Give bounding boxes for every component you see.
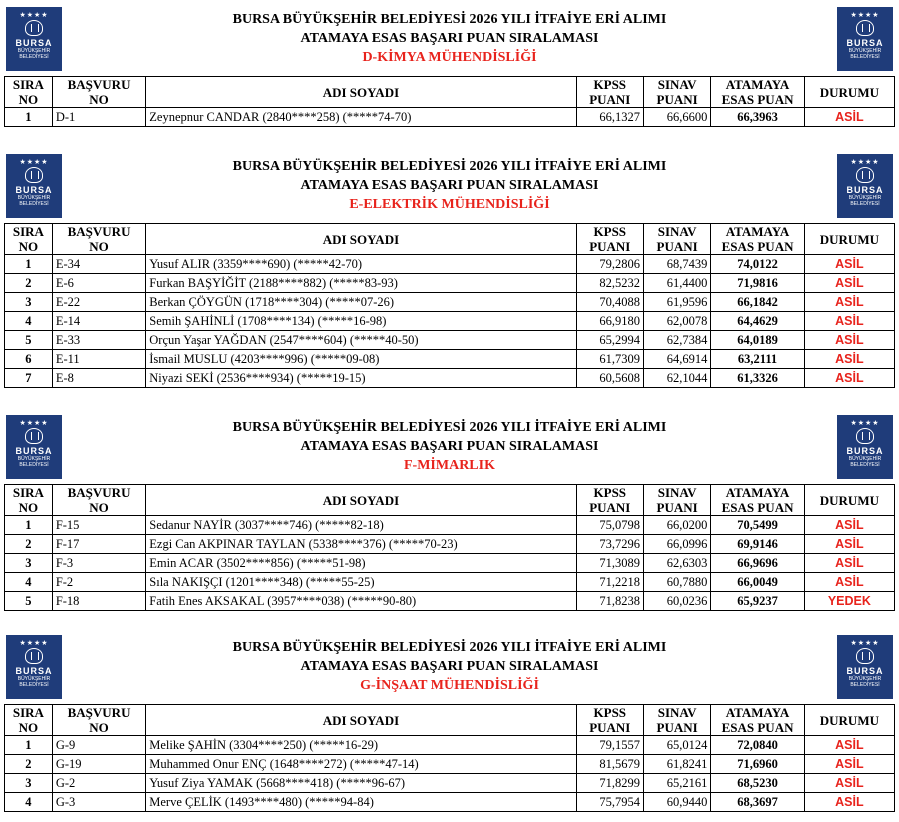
exam-score: 62,0078 [643,312,710,331]
col-header-status [804,77,894,108]
logo-text: BELEDİYESİ [19,682,49,688]
col-header-atama [711,485,804,516]
kpss-score: 71,8299 [576,774,643,793]
col-header-text: NO [89,720,109,735]
application-number: G-2 [52,774,145,793]
logo-text: BELEDİYESİ [19,201,49,207]
candidate-name: Berkan ÇÖYGÜN (1718****304) (*****07-26) [146,293,576,312]
kpss-score: 75,0798 [576,516,643,535]
application-number: F-18 [52,592,145,611]
department-title: F-MİMARLIK [404,458,495,473]
col-header-text: PUANI [656,720,698,735]
application-number: E-6 [52,274,145,293]
table-row [5,108,895,127]
logo-text: BÜYÜKŞEHİR [17,456,51,462]
col-header-sinav [643,485,710,516]
final-score: 71,9816 [711,274,804,293]
title-line-2: ATAMAYA ESAS BAŞARI PUAN SIRALAMASI [300,659,599,674]
application-number: D-1 [52,108,145,127]
emblem-icon [856,20,874,36]
col-header-text: DURUMU [819,84,879,100]
table-row [5,350,895,369]
department-title: G-İNŞAAT MÜHENDİSLİĞİ [360,678,539,693]
table-row [5,274,895,293]
col-header-text: NO [89,500,109,515]
title-line-2: ATAMAYA ESAS BAŞARI PUAN SIRALAMASI [300,439,599,454]
col-header-kpss [576,705,643,736]
col-header-text: NO [18,500,39,515]
table-row [5,755,895,774]
candidate-name: Sedanur NAYİR (3037****746) (*****82-18) [146,516,576,535]
candidate-name: Muhammed Onur ENÇ (1648****272) (*****47-14) [146,755,576,774]
col-header-text: BAŞVURU [67,224,131,239]
application-number: E-8 [52,369,145,388]
kpss-score: 79,1557 [576,736,643,755]
row-number: 2 [5,535,53,554]
col-header-basvuru [52,224,145,255]
col-header-text: SINAV [657,705,697,720]
application-number: G-9 [52,736,145,755]
department-title: E-ELEKTRİK MÜHENDİSLİĞİ [349,197,550,212]
section-header [4,151,895,223]
bursa-logo [837,7,893,71]
col-header-name [146,485,576,516]
ranking-table [4,484,895,611]
col-header-sinav [643,224,710,255]
kpss-score: 60,5608 [576,369,643,388]
logo-text: BÜYÜKŞEHİR [17,195,51,201]
col-header-text: ESAS PUAN [721,500,794,515]
status-badge: ASİL [804,255,894,274]
emblem-icon [856,167,874,183]
row-number: 4 [5,312,53,331]
col-header-text: ESAS PUAN [721,239,794,254]
col-header-text: KPSS [593,77,627,92]
col-header-text: DURUMU [819,712,879,728]
kpss-score: 65,2994 [576,331,643,350]
final-score: 68,3697 [711,793,804,812]
candidate-name: Ezgi Can AKPINAR TAYLAN (5338****376) (*****70-23) [146,535,576,554]
exam-score: 62,1044 [643,369,710,388]
bursa-logo [837,415,893,479]
col-header-text: NO [89,92,109,107]
table-header-row [5,485,895,516]
exam-score: 62,7384 [643,331,710,350]
col-header-text: ATAMAYA [725,77,790,92]
col-header-text: ATAMAYA [725,485,790,500]
row-number: 5 [5,331,53,350]
application-number: G-19 [52,755,145,774]
emblem-icon [856,648,874,664]
col-header-name [146,705,576,736]
table-row [5,255,895,274]
final-score: 71,6960 [711,755,804,774]
status-badge: YEDEK [804,592,894,611]
col-header-sira [5,485,53,516]
emblem-icon [25,20,43,36]
emblem-icon [856,428,874,444]
table-header-row [5,77,895,108]
row-number: 6 [5,350,53,369]
application-number: F-15 [52,516,145,535]
logo-text: BELEDİYESİ [850,54,880,60]
final-score: 74,0122 [711,255,804,274]
kpss-score: 66,1327 [576,108,643,127]
star-icon: ★★★★ [850,158,880,166]
logo-text: BURSA [15,446,53,456]
col-header-text: PUANI [656,92,698,107]
logo-text: BURSA [15,38,53,48]
final-score: 70,5499 [711,516,804,535]
kpss-score: 70,4088 [576,293,643,312]
kpss-score: 71,2218 [576,573,643,592]
exam-score: 60,7880 [643,573,710,592]
logo-text: BURSA [15,666,53,676]
logo-text: BELEDİYESİ [850,682,880,688]
logo-text: BURSA [846,38,884,48]
section-header [4,632,895,704]
col-header-basvuru [52,77,145,108]
col-header-name [146,77,576,108]
bursa-logo [837,635,893,699]
star-icon: ★★★★ [19,11,49,19]
candidate-name: Niyazi SEKİ (2536****934) (*****19-15) [146,369,576,388]
table-row [5,369,895,388]
status-badge: ASİL [804,535,894,554]
kpss-score: 71,3089 [576,554,643,573]
title-line-2: ATAMAYA ESAS BAŞARI PUAN SIRALAMASI [300,31,599,46]
ranking-section [4,4,895,127]
exam-score: 66,0200 [643,516,710,535]
star-icon: ★★★★ [19,639,49,647]
row-number: 5 [5,592,53,611]
candidate-name: Melike ŞAHİN (3304****250) (*****16-29) [146,736,576,755]
col-header-atama [711,77,804,108]
row-number: 4 [5,573,53,592]
col-header-text: BAŞVURU [67,77,131,92]
kpss-score: 73,7296 [576,535,643,554]
col-header-text: SIRA [12,705,44,720]
status-badge: ASİL [804,274,894,293]
col-header-text: NO [18,720,39,735]
section-header [4,412,895,484]
col-header-text: ADI SOYADI [322,84,400,100]
logo-text: BELEDİYESİ [19,462,49,468]
final-score: 66,0049 [711,573,804,592]
table-row [5,774,895,793]
table-row [5,573,895,592]
title-line-1: BURSA BÜYÜKŞEHİR BELEDİYESİ 2026 YILI İTFAİYE ERİ ALIMI [232,159,667,174]
candidate-name: Emin ACAR (3502****856) (*****51-98) [146,554,576,573]
final-score: 61,3326 [711,369,804,388]
exam-score: 60,9440 [643,793,710,812]
logo-text: BÜYÜKŞEHİR [848,48,882,54]
logo-text: BELEDİYESİ [850,201,880,207]
row-number: 3 [5,774,53,793]
col-header-text: SIRA [12,485,44,500]
col-header-text: ATAMAYA [725,224,790,239]
exam-score: 64,6914 [643,350,710,369]
exam-score: 61,4400 [643,274,710,293]
col-header-text: ADI SOYADI [322,231,400,247]
col-header-text: ADI SOYADI [322,712,400,728]
section-titles [74,418,825,475]
application-number: E-11 [52,350,145,369]
row-number: 1 [5,736,53,755]
status-badge: ASİL [804,369,894,388]
table-row [5,736,895,755]
table-row [5,516,895,535]
row-number: 2 [5,274,53,293]
col-header-sinav [643,77,710,108]
status-badge: ASİL [804,312,894,331]
status-badge: ASİL [804,793,894,812]
row-number: 1 [5,108,53,127]
col-header-atama [711,224,804,255]
table-row [5,293,895,312]
table-header-row [5,224,895,255]
logo-text: BELEDİYESİ [850,462,880,468]
candidate-name: İsmail MUSLU (4203****996) (*****09-08) [146,350,576,369]
col-header-text: PUANI [656,239,698,254]
final-score: 66,1842 [711,293,804,312]
col-header-text: DURUMU [819,492,879,508]
emblem-icon [25,648,43,664]
kpss-score: 81,5679 [576,755,643,774]
row-number: 1 [5,516,53,535]
status-badge: ASİL [804,331,894,350]
logo-text: BÜYÜKŞEHİR [848,456,882,462]
table-row [5,535,895,554]
col-header-sira [5,224,53,255]
logo-text: BÜYÜKŞEHİR [848,676,882,682]
title-line-1: BURSA BÜYÜKŞEHİR BELEDİYESİ 2026 YILI İTFAİYE ERİ ALIMI [232,12,667,27]
logo-text: BURSA [846,446,884,456]
status-badge: ASİL [804,774,894,793]
candidate-name: Yusuf ALIR (3359****690) (*****42-70) [146,255,576,274]
table-row [5,331,895,350]
final-score: 65,9237 [711,592,804,611]
col-header-text: SINAV [657,485,697,500]
col-header-text: ADI SOYADI [322,492,400,508]
application-number: G-3 [52,793,145,812]
section-titles [74,10,825,67]
logo-text: BURSA [846,666,884,676]
col-header-text: DURUMU [819,231,879,247]
star-icon: ★★★★ [19,419,49,427]
col-header-text: PUANI [589,720,631,735]
application-number: F-17 [52,535,145,554]
col-header-kpss [576,485,643,516]
col-header-text: KPSS [593,485,627,500]
exam-score: 66,0996 [643,535,710,554]
col-header-text: NO [89,239,109,254]
logo-text: BÜYÜKŞEHİR [17,48,51,54]
candidate-name: Merve ÇELİK (1493****480) (*****94-84) [146,793,576,812]
logo-text: BÜYÜKŞEHİR [848,195,882,201]
final-score: 68,5230 [711,774,804,793]
exam-score: 66,6600 [643,108,710,127]
row-number: 4 [5,793,53,812]
candidate-name: Sıla NAKIŞÇI (1201****348) (*****55-25) [146,573,576,592]
kpss-score: 82,5232 [576,274,643,293]
table-row [5,592,895,611]
candidate-name: Yusuf Ziya YAMAK (5668****418) (*****96-67) [146,774,576,793]
row-number: 2 [5,755,53,774]
table-header-row [5,705,895,736]
col-header-text: SINAV [657,224,697,239]
col-header-atama [711,705,804,736]
col-header-text: NO [18,239,39,254]
ranking-table [4,76,895,127]
star-icon: ★★★★ [850,419,880,427]
row-number: 1 [5,255,53,274]
application-number: E-22 [52,293,145,312]
kpss-score: 61,7309 [576,350,643,369]
candidate-name: Orçun Yaşar YAĞDAN (2547****604) (*****40-50) [146,331,576,350]
table-row [5,793,895,812]
ranking-section [4,412,895,611]
col-header-text: ESAS PUAN [721,92,794,107]
col-header-name [146,224,576,255]
row-number: 7 [5,369,53,388]
col-header-text: SIRA [12,224,44,239]
candidate-name: Zeynepnur CANDAR (2840****258) (*****74-70) [146,108,576,127]
exam-score: 61,9596 [643,293,710,312]
candidate-name: Furkan BAŞYİĞİT (2188****882) (*****83-93) [146,274,576,293]
col-header-text: ATAMAYA [725,705,790,720]
col-header-sira [5,705,53,736]
status-badge: ASİL [804,736,894,755]
kpss-score: 66,9180 [576,312,643,331]
status-badge: ASİL [804,755,894,774]
application-number: E-34 [52,255,145,274]
final-score: 69,9146 [711,535,804,554]
final-score: 63,2111 [711,350,804,369]
col-header-text: PUANI [656,500,698,515]
final-score: 66,9696 [711,554,804,573]
col-header-kpss [576,77,643,108]
ranking-section [4,151,895,388]
col-header-text: NO [18,92,39,107]
col-header-text: PUANI [589,500,631,515]
ranking-table [4,223,895,388]
table-row [5,554,895,573]
status-badge: ASİL [804,350,894,369]
status-badge: ASİL [804,293,894,312]
col-header-text: KPSS [593,224,627,239]
kpss-score: 75,7954 [576,793,643,812]
logo-text: BELEDİYESİ [19,54,49,60]
col-header-text: BAŞVURU [67,485,131,500]
title-line-1: BURSA BÜYÜKŞEHİR BELEDİYESİ 2026 YILI İTFAİYE ERİ ALIMI [232,640,667,655]
kpss-score: 71,8238 [576,592,643,611]
emblem-icon [25,428,43,444]
col-header-text: SINAV [657,77,697,92]
star-icon: ★★★★ [850,11,880,19]
row-number: 3 [5,293,53,312]
col-header-sira [5,77,53,108]
candidate-name: Fatih Enes AKSAKAL (3957****038) (*****90-80) [146,592,576,611]
kpss-score: 79,2806 [576,255,643,274]
final-score: 66,3963 [711,108,804,127]
col-header-text: PUANI [589,92,631,107]
section-titles [74,157,825,214]
emblem-icon [25,167,43,183]
col-header-text: KPSS [593,705,627,720]
col-header-text: BAŞVURU [67,705,131,720]
status-badge: ASİL [804,516,894,535]
title-line-1: BURSA BÜYÜKŞEHİR BELEDİYESİ 2026 YILI İTFAİYE ERİ ALIMI [232,420,667,435]
logo-text: BÜYÜKŞEHİR [17,676,51,682]
department-title: D-KİMYA MÜHENDİSLİĞİ [362,50,537,65]
logo-text: BURSA [15,185,53,195]
final-score: 72,0840 [711,736,804,755]
final-score: 64,4629 [711,312,804,331]
bursa-logo [6,415,62,479]
section-header [4,4,895,76]
exam-score: 60,0236 [643,592,710,611]
col-header-sinav [643,705,710,736]
star-icon: ★★★★ [850,639,880,647]
exam-score: 68,7439 [643,255,710,274]
bursa-logo [6,7,62,71]
exam-score: 62,6303 [643,554,710,573]
ranking-table [4,704,895,812]
star-icon: ★★★★ [19,158,49,166]
exam-score: 61,8241 [643,755,710,774]
exam-score: 65,2161 [643,774,710,793]
application-number: E-33 [52,331,145,350]
exam-score: 65,0124 [643,736,710,755]
title-line-2: ATAMAYA ESAS BAŞARI PUAN SIRALAMASI [300,178,599,193]
final-score: 64,0189 [711,331,804,350]
col-header-text: PUANI [589,239,631,254]
table-row [5,312,895,331]
col-header-text: SIRA [12,77,44,92]
ranking-section [4,632,895,812]
col-header-status [804,485,894,516]
row-number: 3 [5,554,53,573]
col-header-basvuru [52,705,145,736]
bursa-logo [6,154,62,218]
bursa-logo [837,154,893,218]
logo-text: BURSA [846,185,884,195]
col-header-kpss [576,224,643,255]
col-header-text: ESAS PUAN [721,720,794,735]
status-badge: ASİL [804,554,894,573]
status-badge: ASİL [804,108,894,127]
application-number: F-3 [52,554,145,573]
application-number: E-14 [52,312,145,331]
status-badge: ASİL [804,573,894,592]
bursa-logo [6,635,62,699]
col-header-status [804,224,894,255]
application-number: F-2 [52,573,145,592]
candidate-name: Semih ŞAHİNLİ (1708****134) (*****16-98) [146,312,576,331]
col-header-status [804,705,894,736]
section-titles [74,638,825,695]
col-header-basvuru [52,485,145,516]
